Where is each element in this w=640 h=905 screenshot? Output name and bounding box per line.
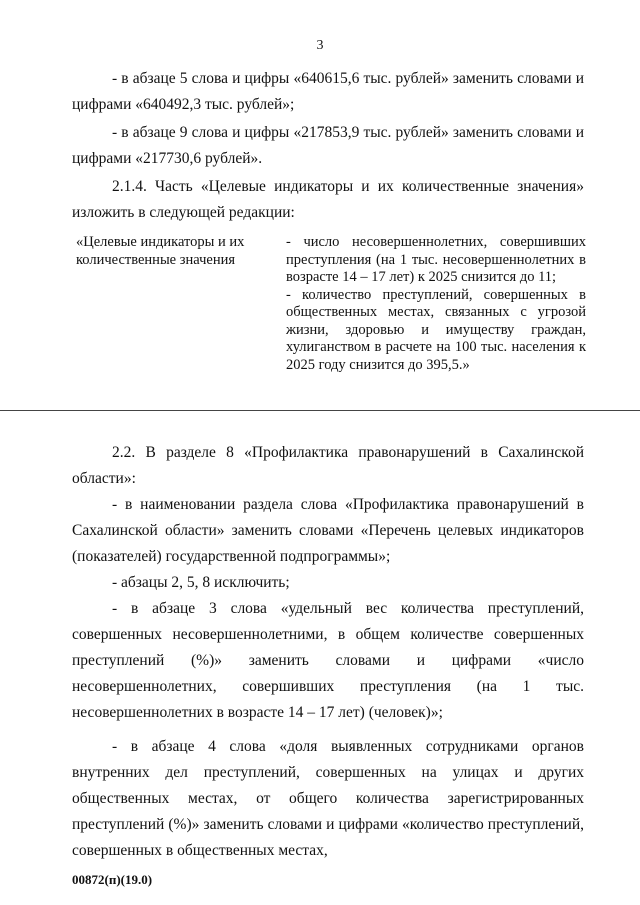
paragraph-abzac-9: - в абзаце 9 слова и цифры «217853,9 тыс. рублей» заменить словами и цифрами «217730,6 рублей». (72, 124, 584, 167)
indicator-item: - количество преступлений, совершенных в общественных местах, связанных с угрозой жизни, здоровью и имуществу граждан, хулиганством в расчете на 100 тыс. населения к 2025 году снизится до 395,5.» (286, 286, 586, 373)
table-left-cell: «Целевые индикаторы и их количественные значения (76, 234, 245, 268)
section-divider (0, 410, 640, 411)
paragraph-2-2: 2.2. В разделе 8 «Профилактика правонарушений в Сахалинской области»: (72, 444, 584, 487)
paragraph-abzac-4: - в абзаце 4 слова «доля выявленных сотрудниками органов внутренних дел преступлений, совершенных на улицах и других общественных местах, от общего количества зарегистрированных преступлений (%)» заменить словами и цифрами «количество преступлений, совершенных в общественных местах, (72, 738, 584, 859)
paragraph-naimenovanie: - в наименовании раздела слова «Профилактика правонарушений в Сахалинской области» заменить словами «Перечень целевых индикаторов (показателей) государственной подпрограммы»; (72, 496, 584, 565)
paragraph-2-1-4: 2.1.4. Часть «Целевые индикаторы и их количественные значения» изложить в следующей редакции: (72, 178, 584, 221)
page-number: 3 (316, 38, 324, 53)
document-code: 00872(п)(19.0) (72, 872, 153, 887)
table-right-cell (286, 234, 586, 374)
indicator-item: - число несовершеннолетних, совершивших преступления (на 1 тыс. несовершеннолетних в возрасте 14 – 17 лет) к 2025 снизится до 11; (286, 234, 586, 285)
paragraph-abzacy-isklyuchit: - абзацы 2, 5, 8 исключить; (112, 574, 290, 591)
paragraph-abzac-5: - в абзаце 5 слова и цифры «640615,6 тыс. рублей» заменить словами и цифрами «640492,3 тыс. рублей»; (72, 70, 584, 113)
paragraph-abzac-3: - в абзаце 3 слова «удельный вес количества преступлений, совершенных несовершеннолетними, в общем количестве совершенных преступлений (%)» заменить словами и цифрами «число несовершеннолетних, совершивших преступления (на 1 тыс. несовершеннолетних в возрасте 14 – 17 лет) (человек)»; (72, 600, 584, 721)
